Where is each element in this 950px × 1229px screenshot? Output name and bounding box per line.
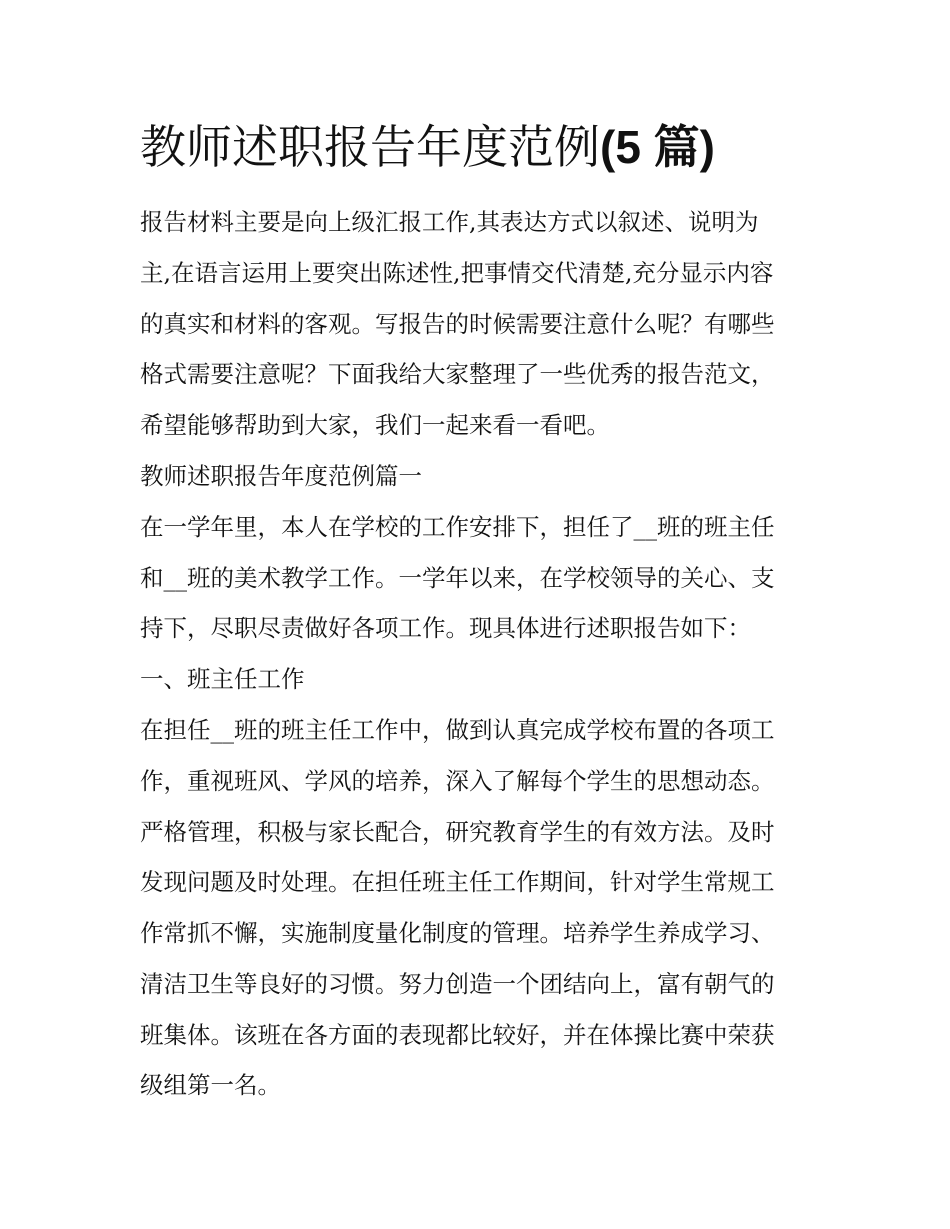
paragraph-line: 作常抓不懈，实施制度量化制度的管理。培养学生养成学习、 [140, 919, 775, 947]
paragraph-line: 持下，尽职尽责做好各项工作。现具体进行述职报告如下： [140, 614, 751, 642]
subheading: 一、班主任工作 [140, 665, 305, 693]
paragraph-line: 作，重视班风、学风的培养，深入了解每个学生的思想动态。 [140, 767, 775, 795]
paragraph-line: 在担任__班的班主任工作中，做到认真完成学校布置的各项工 [140, 716, 775, 744]
paragraph-line: 在一学年里，本人在学校的工作安排下，担任了__班的班主任 [140, 513, 775, 541]
paragraph-line: 发现问题及时处理。在担任班主任工作期间，针对学生常规工 [140, 868, 775, 896]
paragraph-line: 级组第一名。 [140, 1071, 281, 1099]
intro-line: 报告材料主要是向上级汇报工作,其表达方式以叙述、说明为 [140, 208, 759, 236]
document-title-count: (5 篇) [600, 121, 715, 173]
paragraph-line: 清洁卫生等良好的习惯。努力创造一个团结向上，富有朝气的 [140, 970, 775, 998]
paragraph-line: 班集体。该班在各方面的表现都比较好，并在体操比赛中荣获 [140, 1021, 775, 1049]
section-heading: 教师述职报告年度范例篇一 [140, 462, 422, 490]
intro-line: 的真实和材料的客观。写报告的时候需要注意什么呢？有哪些 [140, 310, 775, 338]
paragraph-line: 和__班的美术教学工作。一学年以来，在学校领导的关心、支 [140, 564, 775, 592]
intro-line: 主,在语言运用上要突出陈述性,把事情交代清楚,充分显示内容 [140, 259, 774, 287]
document-title [140, 112, 840, 182]
intro-line: 格式需要注意呢？下面我给大家整理了一些优秀的报告范文， [140, 360, 775, 388]
intro-line: 希望能够帮助到大家，我们一起来看一看吧。 [140, 411, 610, 439]
document-title-main: 教师述职报告年度范例 [140, 120, 600, 174]
paragraph-line: 严格管理，积极与家长配合，研究教育学生的有效方法。及时 [140, 818, 775, 846]
